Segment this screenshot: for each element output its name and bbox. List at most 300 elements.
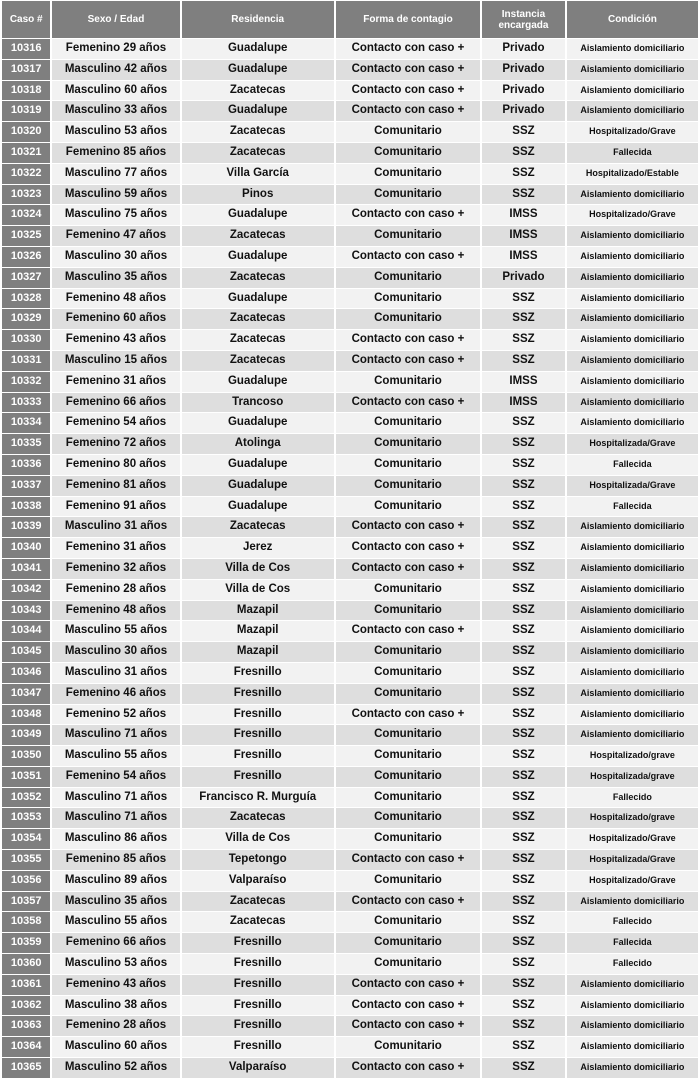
cell-forma-contagio: Contacto con caso + [336, 517, 480, 537]
cell-sexo-edad: Femenino 46 años [52, 684, 179, 704]
cell-instancia: SSZ [482, 289, 565, 309]
cell-caso: 10316 [2, 39, 50, 59]
cell-residencia: Jerez [182, 538, 334, 558]
cell-forma-contagio: Contacto con caso + [336, 975, 480, 995]
cell-forma-contagio: Comunitario [336, 746, 480, 766]
cell-caso: 10335 [2, 434, 50, 454]
cell-condicion: Fallecido [567, 912, 698, 932]
cell-caso: 10324 [2, 205, 50, 225]
cell-condicion: Aislamiento domiciliario [567, 621, 698, 641]
cell-sexo-edad: Masculino 53 años [52, 122, 179, 142]
cell-condicion: Aislamiento domiciliario [567, 39, 698, 59]
cell-forma-contagio: Contacto con caso + [336, 351, 480, 371]
cell-condicion: Aislamiento domiciliario [567, 892, 698, 912]
cell-residencia: Pinos [182, 185, 334, 205]
header-forma-contagio: Forma de contagio [336, 1, 480, 38]
cell-caso: 10331 [2, 351, 50, 371]
cell-residencia: Villa de Cos [182, 559, 334, 579]
cell-residencia: Zacatecas [182, 309, 334, 329]
table-row [2, 621, 698, 641]
cell-forma-contagio: Comunitario [336, 289, 480, 309]
cell-condicion: Aislamiento domiciliario [567, 247, 698, 267]
cell-condicion: Aislamiento domiciliario [567, 642, 698, 662]
cell-instancia: SSZ [482, 850, 565, 870]
cell-sexo-edad: Femenino 85 años [52, 850, 179, 870]
cell-caso: 10337 [2, 476, 50, 496]
cell-forma-contagio: Comunitario [336, 642, 480, 662]
cell-instancia: SSZ [482, 954, 565, 974]
cell-caso: 10325 [2, 226, 50, 246]
cell-residencia: Guadalupe [182, 39, 334, 59]
cell-caso: 10361 [2, 975, 50, 995]
table-row [2, 767, 698, 787]
cell-caso: 10332 [2, 372, 50, 392]
cell-residencia: Trancoso [182, 393, 334, 413]
cell-instancia: SSZ [482, 892, 565, 912]
cell-caso: 10343 [2, 601, 50, 621]
cell-sexo-edad: Femenino 66 años [52, 933, 179, 953]
header-residencia: Residencia [182, 1, 334, 38]
cell-caso: 10317 [2, 60, 50, 80]
cell-instancia: SSZ [482, 1058, 565, 1078]
cell-residencia: Guadalupe [182, 101, 334, 121]
cell-forma-contagio: Contacto con caso + [336, 559, 480, 579]
cell-instancia: SSZ [482, 746, 565, 766]
cell-forma-contagio: Contacto con caso + [336, 1058, 480, 1078]
cell-caso: 10318 [2, 81, 50, 101]
cell-forma-contagio: Contacto con caso + [336, 205, 480, 225]
cell-instancia: SSZ [482, 309, 565, 329]
cell-sexo-edad: Masculino 55 años [52, 621, 179, 641]
cell-caso: 10349 [2, 725, 50, 745]
cell-residencia: Fresnillo [182, 996, 334, 1016]
cell-sexo-edad: Masculino 30 años [52, 642, 179, 662]
cell-sexo-edad: Masculino 53 años [52, 954, 179, 974]
cell-residencia: Fresnillo [182, 1016, 334, 1036]
cell-caso: 10356 [2, 871, 50, 891]
cell-forma-contagio: Comunitario [336, 580, 480, 600]
cell-sexo-edad: Femenino 48 años [52, 289, 179, 309]
cell-sexo-edad: Femenino 72 años [52, 434, 179, 454]
cell-instancia: SSZ [482, 580, 565, 600]
cell-residencia: Guadalupe [182, 60, 334, 80]
cell-sexo-edad: Femenino 66 años [52, 393, 179, 413]
cell-caso: 10323 [2, 185, 50, 205]
cell-residencia: Guadalupe [182, 455, 334, 475]
cell-residencia: Fresnillo [182, 746, 334, 766]
cell-residencia: Francisco R. Murguía [182, 788, 334, 808]
cell-forma-contagio: Comunitario [336, 933, 480, 953]
cell-sexo-edad: Femenino 29 años [52, 39, 179, 59]
cell-forma-contagio: Comunitario [336, 871, 480, 891]
cell-caso: 10353 [2, 808, 50, 828]
cell-caso: 10341 [2, 559, 50, 579]
cell-sexo-edad: Masculino 89 años [52, 871, 179, 891]
cell-instancia: SSZ [482, 330, 565, 350]
cell-condicion: Aislamiento domiciliario [567, 705, 698, 725]
cell-forma-contagio: Contacto con caso + [336, 60, 480, 80]
table-row [2, 954, 698, 974]
cell-condicion: Aislamiento domiciliario [567, 1058, 698, 1078]
cell-forma-contagio: Contacto con caso + [336, 39, 480, 59]
cell-sexo-edad: Masculino 42 años [52, 60, 179, 80]
cell-instancia: SSZ [482, 143, 565, 163]
cell-caso: 10347 [2, 684, 50, 704]
table-row [2, 351, 698, 371]
cell-forma-contagio: Comunitario [336, 309, 480, 329]
cell-instancia: SSZ [482, 767, 565, 787]
table-row [2, 912, 698, 932]
cell-instancia: SSZ [482, 829, 565, 849]
cell-condicion: Aislamiento domiciliario [567, 185, 698, 205]
cell-condicion: Hospitalizado/Estable [567, 164, 698, 184]
cell-sexo-edad: Femenino 43 años [52, 975, 179, 995]
cell-instancia: SSZ [482, 621, 565, 641]
cell-caso: 10355 [2, 850, 50, 870]
table-row [2, 663, 698, 683]
cell-condicion: Aislamiento domiciliario [567, 538, 698, 558]
cell-condicion: Aislamiento domiciliario [567, 372, 698, 392]
cell-instancia: SSZ [482, 476, 565, 496]
cell-caso: 10351 [2, 767, 50, 787]
cell-forma-contagio: Contacto con caso + [336, 101, 480, 121]
cell-forma-contagio: Comunitario [336, 143, 480, 163]
cell-condicion: Hospitalizado/grave [567, 808, 698, 828]
table-row [2, 309, 698, 329]
cell-instancia: IMSS [482, 247, 565, 267]
cell-forma-contagio: Comunitario [336, 122, 480, 142]
cell-forma-contagio: Comunitario [336, 476, 480, 496]
cell-caso: 10334 [2, 413, 50, 433]
cell-instancia: SSZ [482, 933, 565, 953]
table-row [2, 393, 698, 413]
cell-caso: 10363 [2, 1016, 50, 1036]
cell-instancia: SSZ [482, 1016, 565, 1036]
cell-residencia: Zacatecas [182, 268, 334, 288]
header-instancia: Instancia encargada [482, 1, 565, 38]
table-row [2, 39, 698, 59]
cell-instancia: SSZ [482, 808, 565, 828]
cell-instancia: Privado [482, 101, 565, 121]
cell-forma-contagio: Comunitario [336, 912, 480, 932]
cell-sexo-edad: Masculino 15 años [52, 351, 179, 371]
table-row [2, 372, 698, 392]
cell-condicion: Aislamiento domiciliario [567, 684, 698, 704]
cell-instancia: SSZ [482, 559, 565, 579]
cell-caso: 10348 [2, 705, 50, 725]
cell-instancia: SSZ [482, 497, 565, 517]
cell-forma-contagio: Comunitario [336, 808, 480, 828]
cell-residencia: Mazapil [182, 601, 334, 621]
cell-instancia: Privado [482, 39, 565, 59]
cell-sexo-edad: Masculino 75 años [52, 205, 179, 225]
cell-sexo-edad: Masculino 86 años [52, 829, 179, 849]
table-row [2, 829, 698, 849]
table-row [2, 725, 698, 745]
cell-sexo-edad: Femenino 28 años [52, 1016, 179, 1036]
cell-caso: 10321 [2, 143, 50, 163]
cell-instancia: IMSS [482, 393, 565, 413]
cell-instancia: SSZ [482, 705, 565, 725]
cell-residencia: Valparaíso [182, 1058, 334, 1078]
cell-condicion: Aislamiento domiciliario [567, 725, 698, 745]
cell-residencia: Villa de Cos [182, 580, 334, 600]
table-row [2, 996, 698, 1016]
cell-condicion: Aislamiento domiciliario [567, 289, 698, 309]
cell-forma-contagio: Comunitario [336, 497, 480, 517]
cell-caso: 10344 [2, 621, 50, 641]
cell-sexo-edad: Masculino 52 años [52, 1058, 179, 1078]
table-row [2, 517, 698, 537]
cell-condicion: Hospitalizada/Grave [567, 850, 698, 870]
table-row [2, 933, 698, 953]
table-row [2, 601, 698, 621]
header-condicion: Condición [567, 1, 698, 38]
cell-sexo-edad: Femenino 32 años [52, 559, 179, 579]
cell-sexo-edad: Femenino 85 años [52, 143, 179, 163]
table-row [2, 413, 698, 433]
cell-caso: 10340 [2, 538, 50, 558]
table-row [2, 871, 698, 891]
cell-condicion: Aislamiento domiciliario [567, 60, 698, 80]
cell-condicion: Fallecida [567, 143, 698, 163]
cell-sexo-edad: Masculino 71 años [52, 725, 179, 745]
cell-condicion: Hospitalizado/Grave [567, 122, 698, 142]
cell-residencia: Villa de Cos [182, 829, 334, 849]
cell-caso: 10329 [2, 309, 50, 329]
table-row [2, 1037, 698, 1057]
table-row [2, 808, 698, 828]
cell-forma-contagio: Contacto con caso + [336, 538, 480, 558]
cell-caso: 10364 [2, 1037, 50, 1057]
table-row [2, 247, 698, 267]
cell-forma-contagio: Comunitario [336, 434, 480, 454]
cell-condicion: Hospitalizado/Grave [567, 871, 698, 891]
cell-sexo-edad: Femenino 91 años [52, 497, 179, 517]
cell-residencia: Guadalupe [182, 497, 334, 517]
cell-caso: 10338 [2, 497, 50, 517]
cell-caso: 10342 [2, 580, 50, 600]
table-row [2, 455, 698, 475]
cell-residencia: Fresnillo [182, 684, 334, 704]
cell-forma-contagio: Contacto con caso + [336, 393, 480, 413]
cell-forma-contagio: Contacto con caso + [336, 1016, 480, 1036]
cell-condicion: Hospitalizada/grave [567, 767, 698, 787]
cell-residencia: Zacatecas [182, 330, 334, 350]
table-row [2, 143, 698, 163]
table-row [2, 788, 698, 808]
table-row [2, 705, 698, 725]
cell-instancia: SSZ [482, 185, 565, 205]
cell-condicion: Aislamiento domiciliario [567, 101, 698, 121]
cell-residencia: Zacatecas [182, 892, 334, 912]
cell-residencia: Valparaíso [182, 871, 334, 891]
cell-sexo-edad: Femenino 54 años [52, 413, 179, 433]
cell-sexo-edad: Femenino 43 años [52, 330, 179, 350]
cell-sexo-edad: Masculino 77 años [52, 164, 179, 184]
cell-residencia: Fresnillo [182, 663, 334, 683]
cell-condicion: Hospitalizada/Grave [567, 476, 698, 496]
cell-condicion: Aislamiento domiciliario [567, 226, 698, 246]
cell-caso: 10354 [2, 829, 50, 849]
cell-condicion: Aislamiento domiciliario [567, 393, 698, 413]
cell-instancia: SSZ [482, 351, 565, 371]
cell-instancia: SSZ [482, 1037, 565, 1057]
cell-caso: 10333 [2, 393, 50, 413]
cell-instancia: IMSS [482, 372, 565, 392]
table-row [2, 330, 698, 350]
cell-instancia: IMSS [482, 226, 565, 246]
cell-sexo-edad: Femenino 31 años [52, 372, 179, 392]
cell-sexo-edad: Femenino 47 años [52, 226, 179, 246]
cell-sexo-edad: Femenino 81 años [52, 476, 179, 496]
cell-forma-contagio: Contacto con caso + [336, 247, 480, 267]
cell-forma-contagio: Comunitario [336, 372, 480, 392]
cell-residencia: Zacatecas [182, 122, 334, 142]
table-row [2, 101, 698, 121]
cell-instancia: SSZ [482, 725, 565, 745]
cell-residencia: Guadalupe [182, 413, 334, 433]
cell-residencia: Guadalupe [182, 476, 334, 496]
cell-residencia: Tepetongo [182, 850, 334, 870]
table-row [2, 185, 698, 205]
cell-instancia: SSZ [482, 996, 565, 1016]
cell-forma-contagio: Comunitario [336, 829, 480, 849]
cell-residencia: Fresnillo [182, 767, 334, 787]
cell-forma-contagio: Comunitario [336, 413, 480, 433]
cell-caso: 10328 [2, 289, 50, 309]
cell-forma-contagio: Contacto con caso + [336, 330, 480, 350]
cell-caso: 10322 [2, 164, 50, 184]
cell-residencia: Zacatecas [182, 912, 334, 932]
cell-condicion: Aislamiento domiciliario [567, 601, 698, 621]
cell-instancia: SSZ [482, 538, 565, 558]
cell-forma-contagio: Comunitario [336, 684, 480, 704]
cell-instancia: SSZ [482, 788, 565, 808]
cell-instancia: SSZ [482, 975, 565, 995]
cell-residencia: Guadalupe [182, 372, 334, 392]
header-caso: Caso # [2, 1, 50, 38]
header-row [2, 1, 698, 38]
cell-condicion: Aislamiento domiciliario [567, 996, 698, 1016]
cell-sexo-edad: Femenino 48 años [52, 601, 179, 621]
cell-residencia: Villa García [182, 164, 334, 184]
table-row [2, 122, 698, 142]
table-row [2, 476, 698, 496]
cell-residencia: Fresnillo [182, 725, 334, 745]
cell-residencia: Mazapil [182, 621, 334, 641]
cell-condicion: Fallecida [567, 933, 698, 953]
cell-sexo-edad: Masculino 30 años [52, 247, 179, 267]
cell-sexo-edad: Masculino 33 años [52, 101, 179, 121]
cell-sexo-edad: Femenino 52 años [52, 705, 179, 725]
cell-forma-contagio: Contacto con caso + [336, 621, 480, 641]
cell-condicion: Aislamiento domiciliario [567, 559, 698, 579]
cell-residencia: Fresnillo [182, 1037, 334, 1057]
cell-caso: 10326 [2, 247, 50, 267]
table-row [2, 1058, 698, 1078]
cell-instancia: SSZ [482, 642, 565, 662]
header-sexo-edad: Sexo / Edad [52, 1, 179, 38]
cell-sexo-edad: Masculino 59 años [52, 185, 179, 205]
table-row [2, 642, 698, 662]
cell-sexo-edad: Masculino 71 años [52, 788, 179, 808]
cell-condicion: Aislamiento domiciliario [567, 81, 698, 101]
table-row [2, 164, 698, 184]
cell-caso: 10350 [2, 746, 50, 766]
cell-instancia: Privado [482, 60, 565, 80]
cell-instancia: SSZ [482, 684, 565, 704]
cell-instancia: SSZ [482, 871, 565, 891]
cell-residencia: Fresnillo [182, 954, 334, 974]
cell-sexo-edad: Masculino 38 años [52, 996, 179, 1016]
table-header [2, 1, 698, 38]
cell-caso: 10320 [2, 122, 50, 142]
cell-residencia: Guadalupe [182, 205, 334, 225]
table-row [2, 684, 698, 704]
cell-residencia: Zacatecas [182, 81, 334, 101]
cell-condicion: Aislamiento domiciliario [567, 309, 698, 329]
table-row [2, 205, 698, 225]
table-row [2, 289, 698, 309]
cell-condicion: Hospitalizado/grave [567, 746, 698, 766]
table-row [2, 226, 698, 246]
cell-instancia: IMSS [482, 205, 565, 225]
cell-instancia: SSZ [482, 517, 565, 537]
cell-condicion: Aislamiento domiciliario [567, 413, 698, 433]
cell-forma-contagio: Comunitario [336, 226, 480, 246]
table-row [2, 580, 698, 600]
cell-caso: 10359 [2, 933, 50, 953]
cell-caso: 10358 [2, 912, 50, 932]
table-row [2, 746, 698, 766]
cell-forma-contagio: Comunitario [336, 455, 480, 475]
cell-caso: 10345 [2, 642, 50, 662]
cell-condicion: Aislamiento domiciliario [567, 268, 698, 288]
cell-sexo-edad: Masculino 71 años [52, 808, 179, 828]
cell-residencia: Zacatecas [182, 517, 334, 537]
cell-forma-contagio: Contacto con caso + [336, 892, 480, 912]
cell-sexo-edad: Masculino 35 años [52, 268, 179, 288]
cell-instancia: SSZ [482, 455, 565, 475]
cell-caso: 10339 [2, 517, 50, 537]
cell-forma-contagio: Comunitario [336, 954, 480, 974]
cell-forma-contagio: Comunitario [336, 788, 480, 808]
cell-instancia: Privado [482, 81, 565, 101]
cell-forma-contagio: Contacto con caso + [336, 81, 480, 101]
cell-residencia: Fresnillo [182, 975, 334, 995]
cell-condicion: Fallecida [567, 497, 698, 517]
cell-caso: 10327 [2, 268, 50, 288]
cell-condicion: Aislamiento domiciliario [567, 580, 698, 600]
cell-forma-contagio: Contacto con caso + [336, 705, 480, 725]
cell-instancia: Privado [482, 268, 565, 288]
cell-sexo-edad: Masculino 60 años [52, 81, 179, 101]
cell-instancia: SSZ [482, 663, 565, 683]
cell-condicion: Hospitalizado/Grave [567, 829, 698, 849]
cell-sexo-edad: Masculino 60 años [52, 1037, 179, 1057]
cell-sexo-edad: Femenino 28 años [52, 580, 179, 600]
cell-caso: 10319 [2, 101, 50, 121]
cell-caso: 10330 [2, 330, 50, 350]
table-row [2, 1016, 698, 1036]
cell-condicion: Aislamiento domiciliario [567, 1016, 698, 1036]
table-row [2, 559, 698, 579]
cell-condicion: Hospitalizado/Grave [567, 205, 698, 225]
cell-forma-contagio: Contacto con caso + [336, 996, 480, 1016]
cell-residencia: Guadalupe [182, 247, 334, 267]
cell-condicion: Aislamiento domiciliario [567, 975, 698, 995]
